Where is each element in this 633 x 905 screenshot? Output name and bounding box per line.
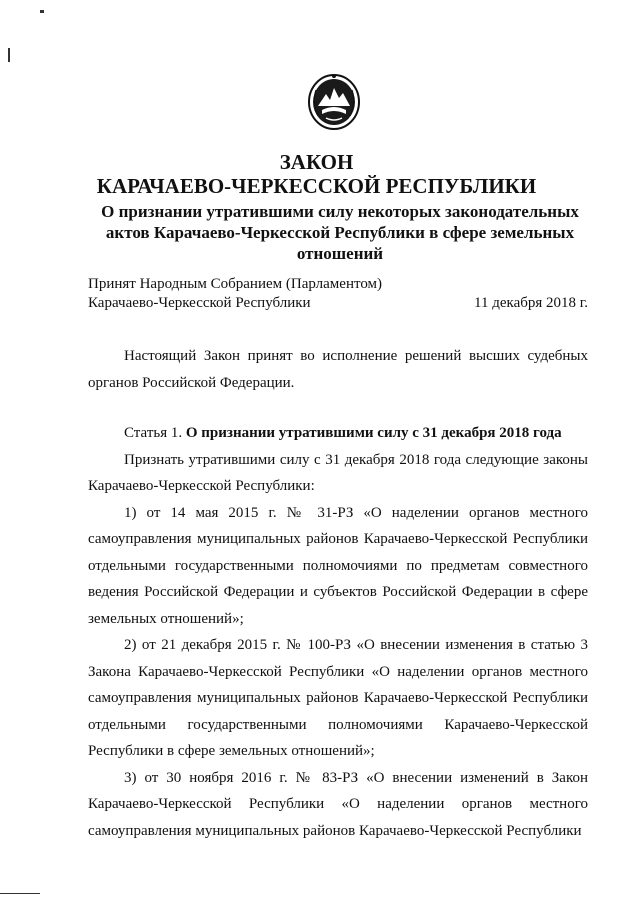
adoption-line-2: Карачаево-Черкесской Республики (88, 295, 311, 311)
adoption-block (88, 275, 588, 313)
adoption-date: 11 декабря 2018 г. (474, 295, 588, 311)
scan-mark (40, 10, 44, 13)
article-1-item-1: 1) от 14 мая 2015 г. № 31-РЗ «О наделении органов местного самоуправления муниципальных районов Карачаево-Черкесской Республики отдельными государственными полномочиями по предметам совместного ведения Российской Федерации и субъектов Российской Федерации в сфере земельных отношений»; (88, 504, 588, 627)
article-1-item-2: 2) от 21 декабря 2015 г. № 100-РЗ «О внесении изменения в статью 3 Закона Карачаево-Черкесской Республики «О наделении органов местного самоуправления муниципальных районов Карачаево-Черкесской Республики отдельными государственными полномочиями Карачаево-Черкесской Республики в сфере земельных отношений»; (88, 637, 588, 759)
intro-paragraph-block (88, 343, 588, 396)
article-1-heading (88, 420, 588, 447)
republic-heading: КАРАЧАЕВО-ЧЕРКЕССКОЙ РЕСПУБЛИКИ (96, 174, 537, 198)
scan-mark (0, 893, 40, 894)
intro-paragraph: Настоящий Закон принят во исполнение решений высших судебных органов Российской Федерации. (88, 348, 588, 391)
scan-mark (8, 48, 10, 62)
law-heading: ЗАКОН (279, 150, 354, 174)
law-subtitle: О признании утратившими силу некоторых законодательных актов Карачаево-Черкесской Республики в сфере земельных отношений (101, 202, 579, 263)
article-1-item-3: 3) от 30 ноября 2016 г. № 83-РЗ «О внесении изменений в Закон Карачаево-Черкесской Республики «О наделении органов местного самоуправления муниципальных районов Карачаево-Черкесской Республики (88, 769, 588, 839)
article-1-title: О признании утратившими силу с 31 декабря 2018 года (185, 425, 562, 441)
coat-of-arms-emblem (306, 70, 362, 132)
adoption-line-1: Принят Народным Собранием (Парламентом) (88, 276, 383, 292)
article-1-prefix: Статья 1. (124, 425, 183, 441)
article-1-lead: Признать утратившими силу с 31 декабря 2018 года следующие законы Карачаево-Черкесской Республики: (88, 451, 588, 494)
article-1 (88, 420, 588, 844)
